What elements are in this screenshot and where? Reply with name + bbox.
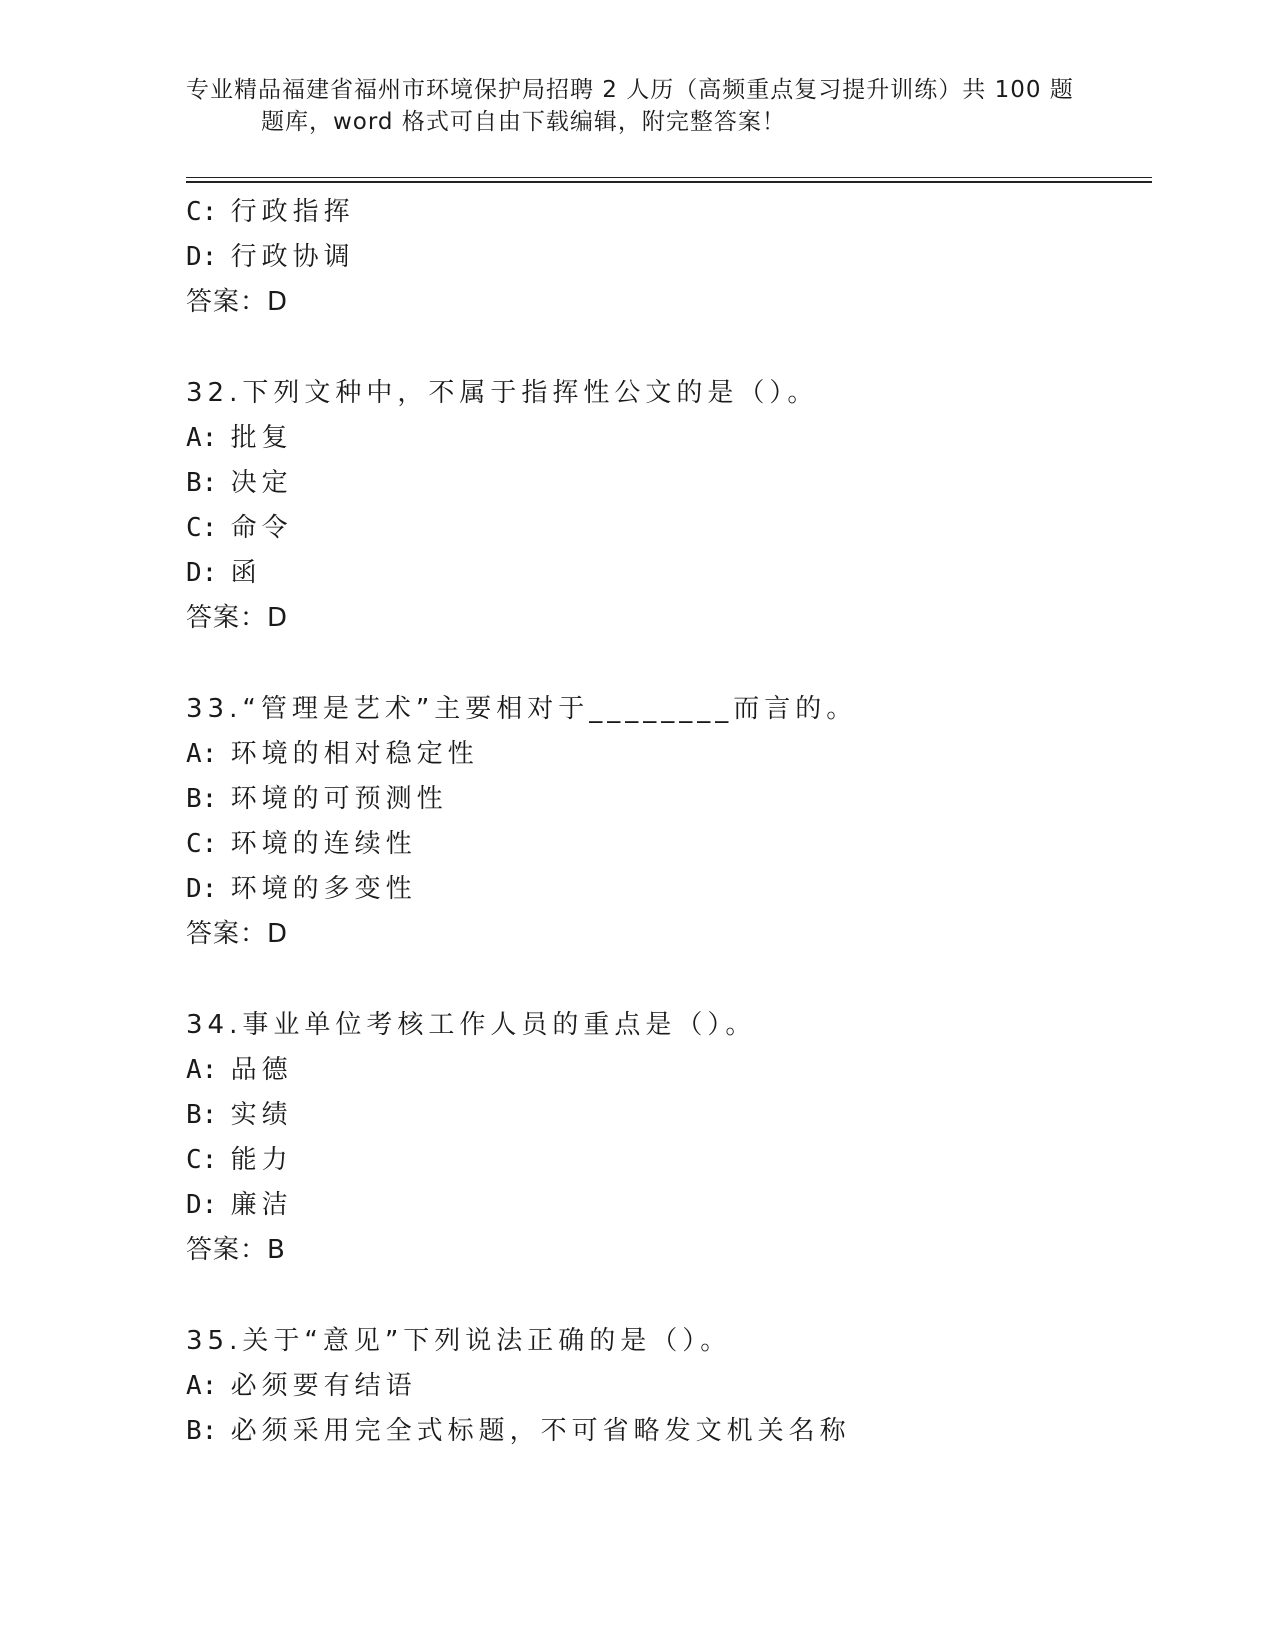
option-b <box>186 777 1146 822</box>
question-stem: 32.下列文种中，不属于指挥性公文的是（）。 <box>186 378 819 408</box>
answer-line: 答案：D <box>186 287 289 317</box>
spacer <box>186 325 1146 371</box>
option-key: A: <box>186 739 218 769</box>
option-text: 环境的相对稳定性 <box>230 739 479 769</box>
option-text: 环境的可预测性 <box>230 784 448 814</box>
option-key: B: <box>186 1416 218 1446</box>
option-text: 必须采用完全式标题，不可省略发文机关名称 <box>230 1416 851 1446</box>
question-block-34 <box>186 1003 1146 1273</box>
option-a <box>186 416 1146 461</box>
option-text: 实绩 <box>230 1100 293 1130</box>
option-a <box>186 1364 1146 1409</box>
document-header <box>186 74 1086 138</box>
option-text: 函 <box>230 558 262 588</box>
option-text: 环境的多变性 <box>230 874 417 904</box>
option-key: A: <box>186 1371 218 1401</box>
option-text: 廉洁 <box>230 1190 293 1220</box>
header-divider-thin <box>186 177 1152 178</box>
option-key: D: <box>186 558 218 588</box>
question-block-35 <box>186 1319 1146 1454</box>
option-key: A: <box>186 423 218 453</box>
answer-line: 答案：D <box>186 919 289 949</box>
option-key: A: <box>186 1055 218 1085</box>
option-text: 批复 <box>230 423 293 453</box>
option-text: 必须要有结语 <box>230 1371 417 1401</box>
option-key: B: <box>186 784 218 814</box>
question-stem: 34.事业单位考核工作人员的重点是（）。 <box>186 1010 757 1040</box>
option-key: C: <box>186 829 218 859</box>
header-title-line1: 专业精品福建省福州市环境保护局招聘 2 人历（高频重点复习提升训练）共 100 题 <box>186 77 1074 103</box>
option-c <box>186 1138 1146 1183</box>
option-key: B: <box>186 468 218 498</box>
option-key: C: <box>186 513 218 543</box>
option-key: C: <box>186 197 218 227</box>
option-c <box>186 506 1146 551</box>
question-block-continued <box>186 190 1146 325</box>
option-a <box>186 1048 1146 1093</box>
option-d <box>186 1183 1146 1228</box>
option-d <box>186 551 1146 596</box>
option-key: B: <box>186 1100 218 1130</box>
option-text: 环境的连续性 <box>230 829 417 859</box>
option-d <box>186 235 1146 280</box>
spacer <box>186 957 1146 1003</box>
option-text: 命令 <box>230 513 293 543</box>
option-b <box>186 1409 1146 1454</box>
answer-line: 答案：D <box>186 603 289 633</box>
option-key: D: <box>186 874 218 904</box>
option-key: C: <box>186 1145 218 1175</box>
option-d <box>186 867 1146 912</box>
option-text: 决定 <box>230 468 293 498</box>
option-key: D: <box>186 1190 218 1220</box>
question-stem: 35.关于“意见”下列说法正确的是（）。 <box>186 1326 732 1356</box>
option-c <box>186 822 1146 867</box>
option-text: 品德 <box>230 1055 293 1085</box>
question-stem: 33.“管理是艺术”主要相对于________而言的。 <box>186 694 858 724</box>
option-c <box>186 190 1146 235</box>
question-list <box>186 190 1146 1454</box>
option-text: 能力 <box>230 1145 293 1175</box>
option-text: 行政指挥 <box>230 197 355 227</box>
option-key: D: <box>186 242 218 272</box>
option-a <box>186 732 1146 777</box>
option-text: 行政协调 <box>230 242 355 272</box>
answer-line: 答案：B <box>186 1235 286 1265</box>
option-b <box>186 1093 1146 1138</box>
header-title-line2: 题库，word 格式可自由下载编辑，附完整答案！ <box>261 109 786 135</box>
question-block-33 <box>186 687 1146 957</box>
spacer <box>186 1273 1146 1319</box>
header-divider-thick <box>186 181 1152 183</box>
question-block-32 <box>186 371 1146 641</box>
spacer <box>186 641 1146 687</box>
option-b <box>186 461 1146 506</box>
